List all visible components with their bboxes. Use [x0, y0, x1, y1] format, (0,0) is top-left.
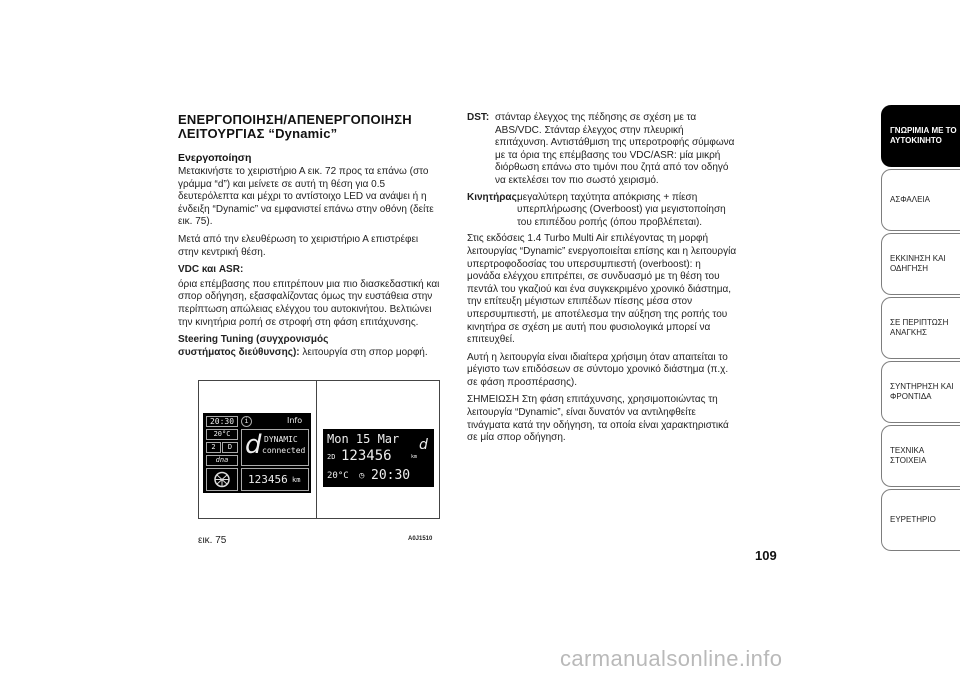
display-panel-left — [203, 413, 311, 493]
section-title: ΕΝΕΡΓΟΠΟΙΗΣΗ/ΑΠΕΝΕΡΓΟΠΟΙΗΣΗ ΛΕΙΤΟΥΡΓΙΑΣ “Dynamic” — [178, 112, 412, 141]
note-paragraph: ΣΗΜΕΙΩΣΗ Στη φάση επιτάχυνσης, χρησιμοποιώντας τη λειτουργία “Dynamic”, είναι δυνατόν να αντιληφθείτε τινάγματα κατά την οδήγηση, τα οποία είναι χαρακτηριστικά σε μία σπορ οδήγηση. — [467, 394, 729, 444]
tab-label-line2: ΦΡΟΝΤΙΔΑ — [890, 392, 932, 401]
odometer-value: 123456 — [248, 473, 288, 486]
tab-safety[interactable] — [881, 169, 960, 231]
watermark: carmanualsonline.info — [560, 646, 783, 671]
engine-description: μεγαλύτερη ταχύτητα απόκρισης + πίεση υπερπλήρωσης (Overboost) για μεγιστοποίηση του επιπέδου ροπής (όπου προβλέπεται). — [517, 191, 726, 228]
figure-dashboard-displays — [198, 380, 440, 519]
mode-letter: d — [245, 430, 262, 460]
figure-divider — [316, 381, 317, 518]
dst-description: στάνταρ έλεγχος της πέδησης σε σχέση με τα ABS/VDC. Στάνταρ έλεγχος στην πλευρική επιτάχυνση. Αντιστάθμιση της υπεροτροφής σύμφωνα με τα όρια της επέμβασης του VDC/ASR: μία μικρή διόρθωση επάνω στο τιμόνι που ζητά από τον οδηγό να εκτελέσει τον πιο σωστό χειρισμό. — [495, 112, 735, 186]
figure-caption: εικ. 75 — [198, 535, 227, 546]
vdc-heading: VDC και ASR: — [178, 264, 244, 276]
steering-line — [178, 347, 440, 360]
odometer-box — [241, 468, 309, 491]
info-label: Info — [287, 416, 303, 425]
left-column — [178, 166, 440, 364]
display-panel-right — [323, 429, 434, 487]
clock-time: 20:30 — [206, 416, 238, 427]
mode-letter-right: d — [419, 437, 428, 453]
tab-label-line2: ΑΝΑΓΚΗΣ — [890, 328, 927, 337]
tab-technical-data[interactable] — [881, 425, 960, 487]
dst-term: DST: — [467, 112, 490, 123]
tab-label-line1: ΣΕ ΠΕΡΙΠΤΩΣΗ — [890, 318, 949, 327]
page-number: 109 — [755, 548, 777, 563]
tab-label-line1: ΕΚΚΙΝΗΣΗ ΚΑΙ — [890, 254, 946, 263]
steering-heading-line1: Steering Tuning (συγχρονισμός — [178, 334, 329, 346]
dynamic-mode-box — [241, 429, 309, 466]
tab-emergency[interactable] — [881, 297, 960, 359]
tab-index[interactable] — [881, 489, 960, 551]
tab-label-line1: ΓΝΩΡΙΜΙΑ ΜΕ ΤΟ — [890, 126, 957, 135]
steering-text: λειτουργία στη σπορ μορφή. — [302, 346, 428, 358]
mode-line2: connected — [262, 446, 306, 455]
tab-maintenance[interactable] — [881, 361, 960, 423]
paragraph: Μετακινήστε το χειριστήριο Α εικ. 72 προς τα επάνω (στο γράμμα “d”) και μείνετε σε αυτή τη θέση για 0.5 δευτερόλεπτα και μέχρι το αντίστοιχο LED να ανάψει ή η ένδειξη “Dynamic” να εμφανιστεί επάνω στην οθόνη (δείτε εικ. 75). — [178, 166, 434, 228]
paragraph: όρια επέμβασης που επιτρέπουν μια πιο διασκεδαστική και σπορ οδήγηση, εξασφαλίζοντας όμως την ευστάθεια στην περίπτωση απώλειας ελέγχου του αυτοκινήτου. Βελτιώνει την κινητήρια ροπή σε στροφή στη φάση επιτάχυνσης. — [178, 278, 440, 328]
paragraph: Αυτή η λειτουργία είναι ιδιαίτερα χρήσιμη όταν απαιτείται το μέγιστο των επιδόσεων σε σύντομο χρονικό διάστημα (π.χ. σε φάση προσπέρασης). — [467, 351, 729, 388]
tab-starting-driving[interactable] — [881, 233, 960, 295]
date-display: Mon 15 Mar — [327, 432, 400, 446]
right-column — [467, 112, 737, 445]
figure-code: A0J1510 — [408, 536, 433, 542]
subheading: Ενεργοποίηση — [178, 152, 252, 164]
odometer-right: 123456 — [341, 448, 392, 464]
clock-icon: ◷ — [359, 471, 365, 481]
tab-label-line1: ΕΥΡΕΤΗΡΙΟ — [890, 515, 936, 524]
paragraph: Μετά από την ελευθέρωση το χειριστήριο Α επιστρέφει στην κεντρική θέση. — [178, 233, 419, 258]
gear-indicator: 2 — [206, 442, 221, 453]
tab-label-line1: ΤΕΧΝΙΚΑ ΣΤΟΙΧΕΙΑ — [890, 446, 927, 465]
tab-label-line2: ΟΔΗΓΗΣΗ — [890, 264, 929, 273]
outside-temperature: 20°C — [206, 429, 238, 440]
paragraph: Στις εκδόσεις 1.4 Turbo Multi Air επιλέγοντας τη μορφή λειτουργίας “Dynamic” ενεργοποιείται επίσης και η λειτουργία υπερτροφοδοσίας του υπερσυμπιεστή (overboost): η μονάδα ελέγχου επιτρέπει, σε συνδυασμό με τη θέση του πεντάλ του γκαζιού και ένα συγκεκριμένο χρονικό διάστημα, την επίτευξη μέγιστων επιπέδων πίεσης μέσα στον υπερσυμπιεστή, με αποτέλεσμα την αύξηση της ροπής του κινητήρα σε σχέση με αυτή που φυσιολογικά μπορεί να επιτευχθεί. — [467, 233, 737, 346]
tab-getting-to-know[interactable] — [881, 105, 960, 167]
definition-dst — [467, 112, 737, 188]
engine-term: Κινητήρας: — [467, 191, 521, 203]
odometer-unit-right: km — [411, 454, 418, 460]
clock-time-right: 20:30 — [371, 468, 411, 483]
temperature-right: 20°C — [327, 471, 349, 481]
tab-label-line1: ΑΣΦΑΛΕΙΑ — [890, 195, 931, 204]
steering-wheel-icon — [206, 468, 238, 491]
steering-heading-line2: συστήματος διεύθυνσης): — [178, 346, 300, 358]
tab-label-line1: ΣΥΝΤΗΡΗΣΗ ΚΑΙ — [890, 382, 954, 391]
tab-label-line2: ΑΥΤΟΚΙΝΗΤΟ — [890, 136, 942, 145]
odometer-unit: km — [292, 476, 301, 484]
info-icon: i — [241, 416, 252, 427]
trip-label: 2D — [327, 453, 336, 461]
dna-label: dna — [206, 455, 238, 466]
mode-line1: DYNAMIC — [264, 435, 298, 444]
definition-engine — [467, 192, 737, 230]
drive-icon: D — [222, 442, 238, 453]
